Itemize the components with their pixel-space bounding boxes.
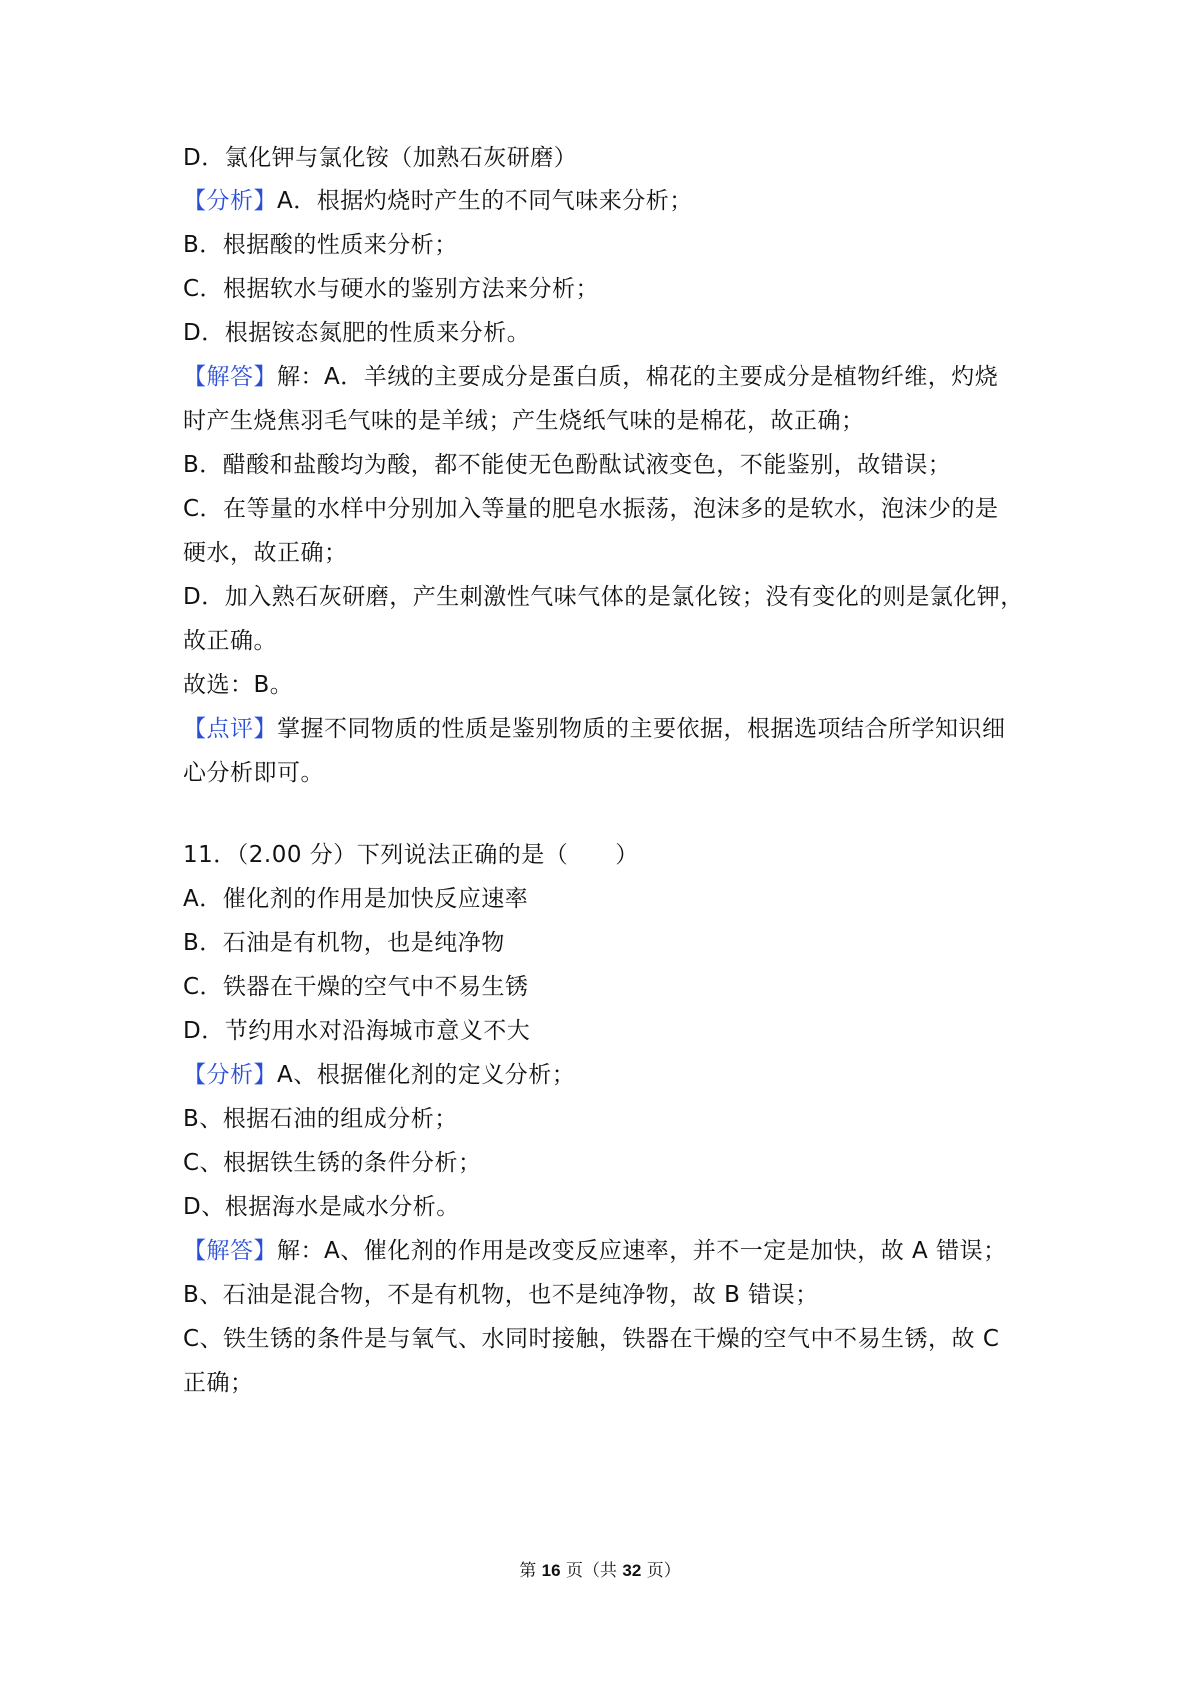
q11-analysis-line-2: B、根据石油的组成分析； xyxy=(183,1106,458,1132)
q11-analysis-line-1: 【分析】A、根据催化剂的定义分析； xyxy=(183,1062,576,1088)
prev-answer-line-7: 故正确。 xyxy=(183,628,277,654)
prev-answer-line-5: 硬水，故正确； xyxy=(183,540,348,566)
q11-stem: 11．（2.00 分）下列说法正确的是（ ） xyxy=(183,842,639,868)
q11-option-a: A．催化剂的作用是加快反应速率 xyxy=(183,886,529,912)
analysis-tag: 【分析】 xyxy=(183,1062,277,1088)
prev-analysis-line-1: 【分析】A．根据灼烧时产生的不同气味来分析； xyxy=(183,188,693,214)
prev-comment-line-2: 心分析即可。 xyxy=(183,760,324,786)
prev-answer-line-3: B．醋酸和盐酸均为酸，都不能使无色酚酞试液变色，不能鉴别，故错误； xyxy=(183,452,952,478)
prev-option-d: D．氯化钾与氯化铵（加熟石灰研磨） xyxy=(183,145,578,171)
prev-answer-line-6: D．加入熟石灰研磨，产生刺激性气味气体的是氯化铵；没有变化的则是氯化钾， xyxy=(183,584,1024,610)
page-number: 16 xyxy=(541,1561,561,1580)
prev-answer-line-2: 时产生烧焦羽毛气味的是羊绒；产生烧纸气味的是棉花，故正确； xyxy=(183,408,865,434)
q11-answer-line-1: 【解答】解：A、催化剂的作用是改变反应速率，并不一定是加快，故 A 错误； xyxy=(183,1238,1007,1264)
prev-comment-line-1: 【点评】掌握不同物质的性质是鉴别物质的主要依据，根据选项结合所学知识细 xyxy=(183,716,1006,742)
page-total: 32 xyxy=(622,1561,642,1580)
q11-option-c: C．铁器在干燥的空气中不易生锈 xyxy=(183,974,529,1000)
q11-option-d: D．节约用水对沿海城市意义不大 xyxy=(183,1018,531,1044)
answer-tag: 【解答】 xyxy=(183,1238,277,1264)
prev-answer-line-1: 【解答】解：A．羊绒的主要成分是蛋白质，棉花的主要成分是植物纤维，灼烧 xyxy=(183,364,999,390)
page-footer: 第 16 页（共 32 页） xyxy=(519,1561,681,1581)
q11-analysis-line-4: D、根据海水是咸水分析。 xyxy=(183,1194,460,1220)
q11-answer-line-3: C、铁生锈的条件是与氧气、水同时接触，铁器在干燥的空气中不易生锈，故 C xyxy=(183,1326,1000,1352)
analysis-tag: 【分析】 xyxy=(183,188,277,214)
q11-answer-line-4: 正确； xyxy=(183,1370,254,1396)
prev-answer-line-8: 故选：B。 xyxy=(183,672,294,698)
answer-tag: 【解答】 xyxy=(183,364,277,390)
prev-analysis-line-3: C．根据软水与硬水的鉴别方法来分析； xyxy=(183,276,600,302)
q11-analysis-line-3: C、根据铁生锈的条件分析； xyxy=(183,1150,482,1176)
prev-answer-line-4: C．在等量的水样中分别加入等量的肥皂水振荡，泡沫多的是软水，泡沫少的是 xyxy=(183,496,999,522)
prev-analysis-line-2: B．根据酸的性质来分析； xyxy=(183,232,458,258)
q11-option-b: B．石油是有机物，也是纯净物 xyxy=(183,930,505,956)
comment-tag: 【点评】 xyxy=(183,716,277,742)
prev-analysis-line-4: D．根据铵态氮肥的性质来分析。 xyxy=(183,320,531,346)
q11-answer-line-2: B、石油是混合物，不是有机物，也不是纯净物，故 B 错误； xyxy=(183,1282,819,1308)
